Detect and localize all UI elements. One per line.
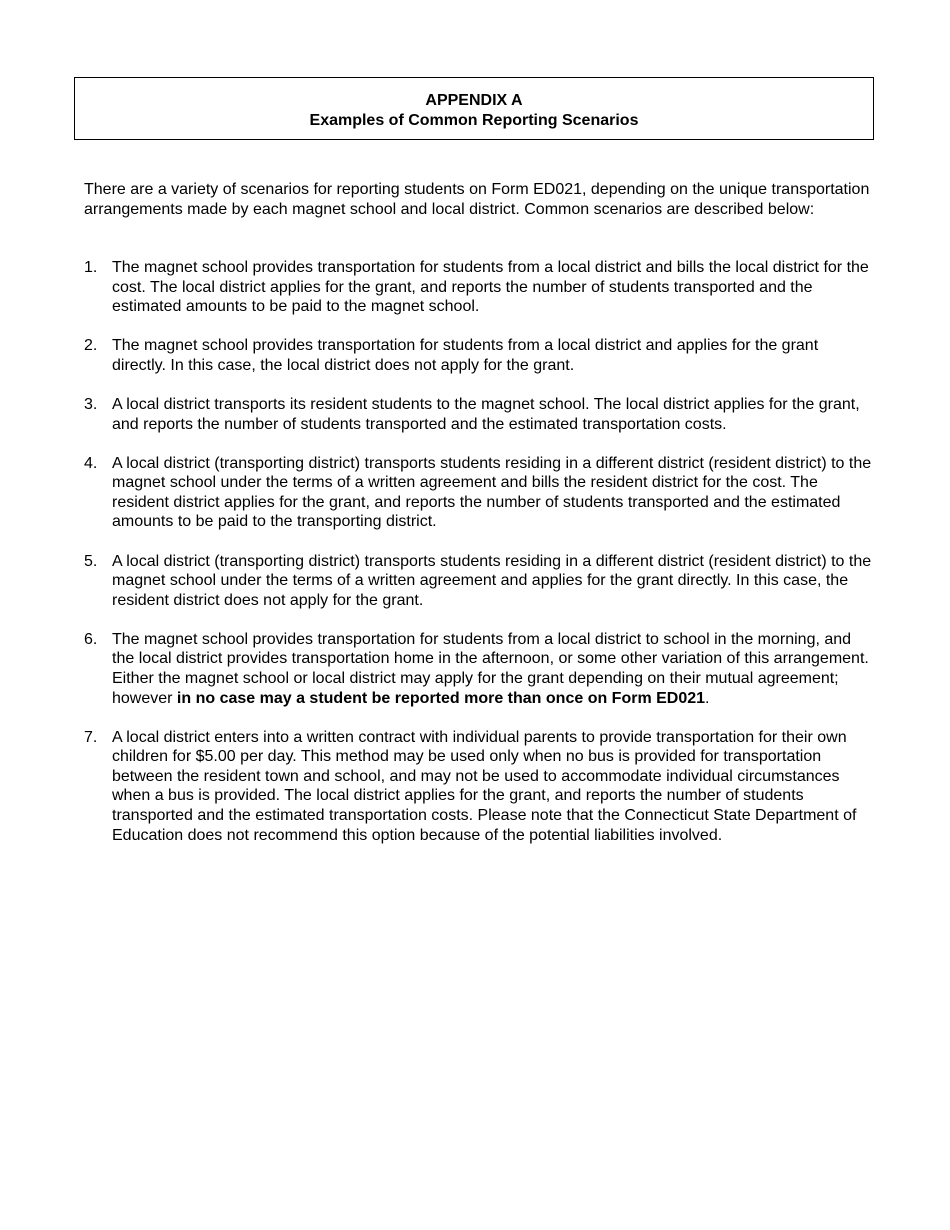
scenario-text: A local district enters into a written contract with individual parents to provide transportation for their own children for $5.00 per day. This method may be used only when no bus is provided for transportation between the resident town and school, and may not be used to accommodate individual circumstances when a bus is provided. The local district applies for the grant, and reports the number of students transported and the estimated transportation costs. Please note that the Connecticut State Department of Education does not recommend this option because of the potential liabilities involved. bbox=[112, 728, 857, 844]
intro-paragraph: There are a variety of scenarios for reporting students on Form ED021, depending on the unique transportation arrangements made by each magnet school and local district. Common scenarios are described below: bbox=[84, 181, 870, 218]
scenario-text: The magnet school provides transportation for students from a local district and bills the local district for the cost. The local district applies for the grant, and reports the number of students transported and the estimated amounts to be paid to the magnet school. bbox=[112, 259, 869, 316]
scenario-emphasis: in no case may a student be reported more than once on Form ED021 bbox=[176, 689, 706, 707]
scenario-item-2 bbox=[84, 336, 874, 375]
scenario-text: The magnet school provides transportation for students from a local district to school in the morning, and the local district provides transportation home in the afternoon, or some other variation of this arrangement. Either the magnet school or local district may apply for the grant depending on their mutual agreement; however bbox=[112, 630, 869, 707]
scenario-text: The magnet school provides transportation for students from a local district and applies for the grant directly. In this case, the local district does not apply for the grant. bbox=[112, 337, 819, 374]
scenario-item-5 bbox=[84, 552, 874, 611]
scenario-text: A local district (transporting district) transports students residing in a different district (resident district) to the magnet school under the terms of a written agreement and bills the resident district for the cost. The resident district applies for the grant, and reports the number of students transported and the estimated amounts to be paid to the transporting district. bbox=[112, 454, 872, 531]
scenario-number: 2. bbox=[84, 337, 98, 355]
scenario-item-4 bbox=[84, 454, 874, 532]
scenario-text: A local district (transporting district) transports students residing in a different district (resident district) to the magnet school under the terms of a written agreement and applies for the grant directly. In this case, the resident district does not apply for the grant. bbox=[112, 552, 872, 609]
scenario-number: 4. bbox=[84, 454, 98, 472]
scenario-number: 5. bbox=[84, 552, 98, 570]
appendix-title: APPENDIX A bbox=[425, 92, 523, 109]
scenario-number: 6. bbox=[84, 630, 98, 648]
scenario-list bbox=[84, 258, 874, 865]
appendix-subtitle: Examples of Common Reporting Scenarios bbox=[309, 112, 639, 129]
scenario-number: 1. bbox=[84, 259, 98, 276]
scenario-item-6 bbox=[84, 630, 874, 708]
scenario-number: 7. bbox=[84, 728, 98, 746]
scenario-item-3 bbox=[84, 395, 874, 434]
scenario-item-7 bbox=[84, 728, 874, 846]
scenario-number: 3. bbox=[84, 395, 98, 413]
appendix-header-box bbox=[74, 77, 874, 140]
scenario-item-1 bbox=[84, 258, 874, 317]
scenario-text: A local district transports its resident students to the magnet school. The local district applies for the grant, and reports the number of students transported and the estimated transportation costs. bbox=[112, 395, 860, 433]
scenario-text-end: . bbox=[705, 689, 710, 707]
